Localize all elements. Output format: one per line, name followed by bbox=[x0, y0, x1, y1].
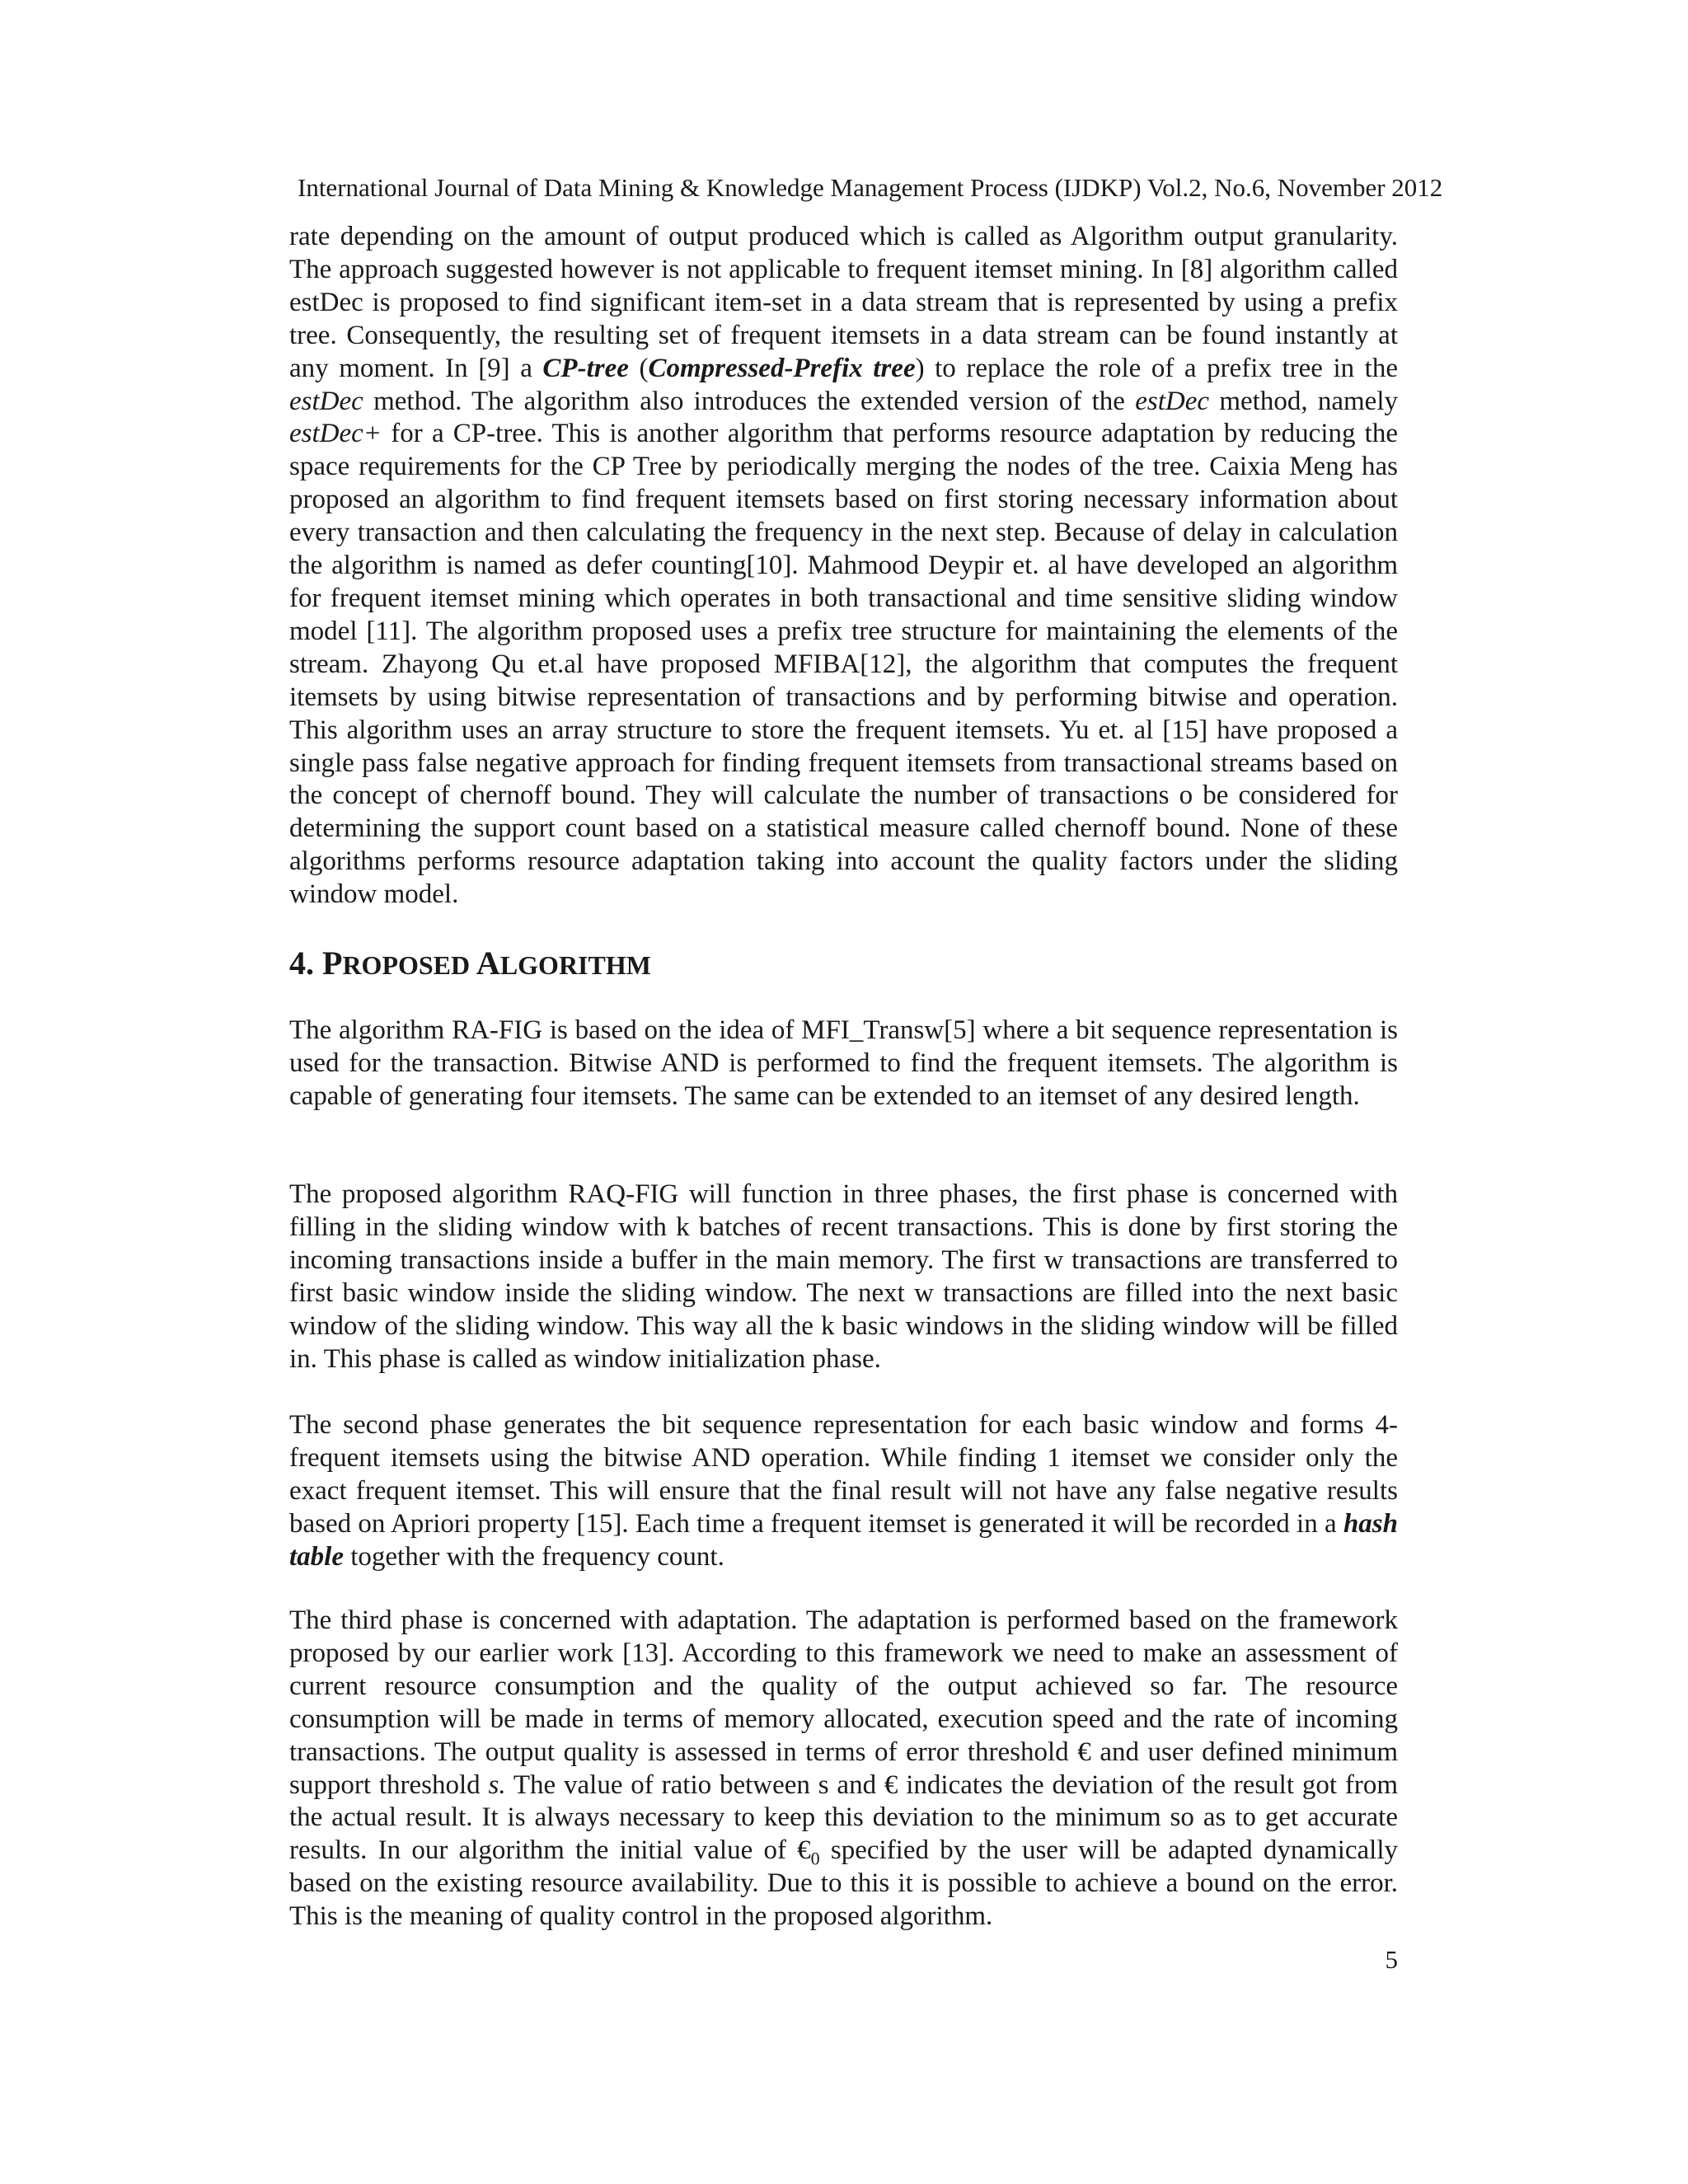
text-run: The second phase generates the bit sequence representation for each basic window and forms 4-frequent itemsets using the bitwise AND operation. While finding 1 itemset we consider only the exact frequent itemset. This will ensure that the final result will not have any false negative results based on Apriori property [15]. Each time a frequent itemset is generated it will be recorded in a bbox=[289, 1410, 1398, 1539]
text-run: ) to replace the role of a prefix tree in the bbox=[915, 353, 1398, 383]
text-run: rate depending on the amount of output produced which is called as Algorithm output granularity. The approach suggested however is not applicable to frequent itemset mining. In [8] algorithm called estDec is proposed to find significant item-set in a data stream that is represented by using a prefix tree. Consequently, the resulting set of frequent itemsets in a data stream can be found instantly at any moment. In [9] a bbox=[289, 222, 1398, 383]
third-phase-paragraph bbox=[289, 1605, 1398, 1933]
term-hash-table: hash table bbox=[289, 1508, 1398, 1572]
text-run: method, namely bbox=[1209, 386, 1398, 416]
term-estdec-plus: estDec+ bbox=[289, 419, 382, 449]
algorithm-intro-paragraph bbox=[289, 1015, 1398, 1113]
text-run: method. The algorithm also introduces the extended version of the bbox=[363, 386, 1136, 416]
text-run: for a CP-tree. This is another algorithm that performs resource adaptation by reducing the space requirements for the CP Tree by periodically merging the nodes of the tree. Caixia Meng has proposed an algorithm to find frequent itemsets based on first storing necessary information about every transaction and then calculating the frequency in the next step. Because of delay in calculation the algorithm is named as defer counting[10]. Mahmood Deypir et. al have developed an algorithm for frequent itemset mining which operates in both transactional and time sensitive sliding window model [11]. The algorithm proposed uses a prefix tree structure for maintaining the elements of the stream. Zhayong Qu et.al have proposed MFIBA[12], the algorithm that computes the frequent itemsets by using bitwise representation of transactions and by performing bitwise and operation. This algorithm uses an array structure to store the frequent itemsets. Yu et. al [15] have proposed a single pass false negative approach for finding frequent itemsets from transactional streams based on the concept of chernoff bound. They will calculate the number of transactions o be considered for determining the support count based on a statistical measure called chernoff bound. None of these algorithms performs resource adaptation taking into account the quality factors under the sliding window model. bbox=[289, 419, 1398, 910]
text-run: together with the frequency count. bbox=[343, 1541, 724, 1572]
heading-smallcaps: ROPOSED bbox=[342, 950, 471, 980]
term-s: s. bbox=[488, 1769, 506, 1800]
text-run: specified by the user will be adapted dynamically based on the existing resource availability. Due to this it is possible to achieve a bound on the error. This is the meaning of quality control in the proposed algorithm. bbox=[289, 1835, 1398, 1932]
heading-number: 4. P bbox=[289, 944, 343, 982]
term-compressed-prefix-tree: Compressed-Prefix tree bbox=[648, 353, 916, 383]
term-estdec: estDec bbox=[1135, 386, 1210, 416]
related-work-paragraph bbox=[289, 221, 1398, 912]
page-number: 5 bbox=[1385, 1945, 1398, 1974]
heading-cap: A bbox=[470, 944, 500, 982]
section-heading bbox=[289, 943, 651, 986]
paragraph-text: The proposed algorithm RAQ-FIG will function in three phases, the first phase is concerned with filling in the sliding window with k batches of recent transactions. This is done by first storing the incoming transactions inside a buffer in the main memory. The first w transactions are transferred to first basic window inside the sliding window. The next w transactions are filled into the next basic window of the sliding window. This way all the k basic windows in the sliding window will be filled in. This phase is called as window initialization phase. bbox=[289, 1179, 1398, 1374]
text-run: ( bbox=[628, 353, 649, 383]
phases-paragraph bbox=[289, 1179, 1398, 1376]
text-run: The value of ratio between s and € indicates the deviation of the result got from the actual result. It is always necessary to keep this deviation to the minimum so as to get accurate results. In our algorithm the initial value of € bbox=[289, 1769, 1398, 1866]
term-estdec: estDec bbox=[289, 386, 363, 416]
term-cp-tree: CP-tree bbox=[542, 353, 629, 383]
paragraph-text: The algorithm RA-FIG is based on the idea of MFI_Transw[5] where a bit sequence representation is used for the transaction. Bitwise AND is performed to find the frequent itemsets. The algorithm is capable of generating four itemsets. The same can be extended to an itemset of any desired length. bbox=[289, 1015, 1398, 1111]
second-phase-paragraph bbox=[289, 1409, 1398, 1574]
heading-smallcaps: LGORITHM bbox=[499, 950, 651, 980]
subscript-zero: 0 bbox=[810, 1848, 820, 1869]
running-header: International Journal of Data Mining & Knowledge Management Process (IJDKP) Vol.2, No.6, November 2012 bbox=[298, 173, 1443, 202]
text-run: The third phase is concerned with adaptation. The adaptation is performed based on the framework proposed by our earlier work [13]. According to this framework we need to make an assessment of current resource consumption and the quality of the output achieved so far. The resource consumption will be made in terms of memory allocated, execution speed and the rate of incoming transactions. The output quality is assessed in terms of error threshold € and user defined minimum support threshold bbox=[289, 1605, 1398, 1800]
